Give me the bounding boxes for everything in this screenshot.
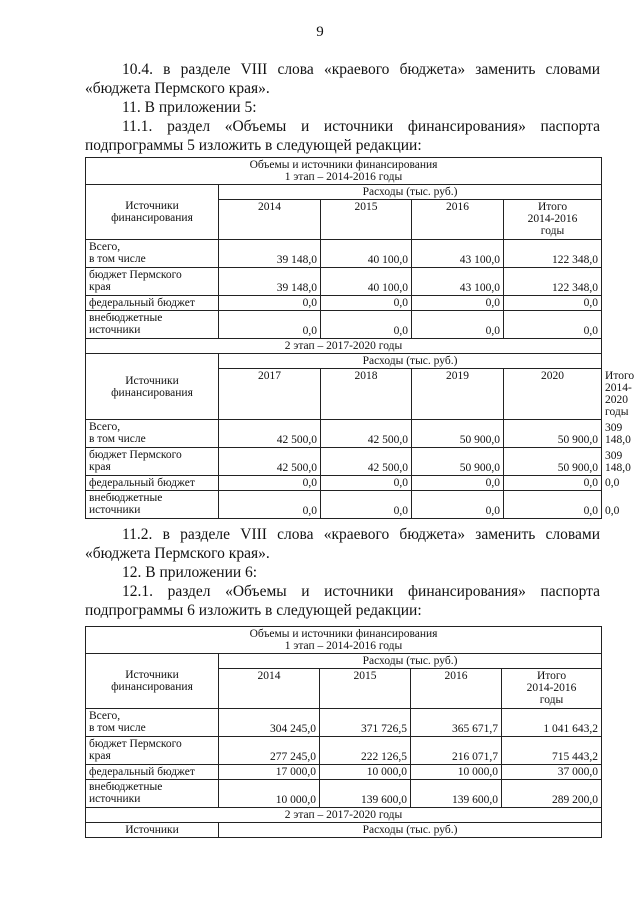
- funding-table-subprogram-5: Объемы и источники финансирования 1 этап – 2014-2016 годы Источники финансирования Расходы (тыс. руб.) 2014 2015 2016 Итого 2014-2016 годы Всего, в том числе 39 148,0 40 100,0 43 100,0 122 348,0 бюджет Пермского края 39 148,0 40 100,0 43 100,0 122 348,0 федеральный бюджет 0,0 0,0 0,0 0,0 внебюджетные источники 0,0 0,0 0,0 0,0 2 этап – 2017-2020 годы Источники финансирования Расходы (тыс. руб.) 2017 2018 2019 2020 Итого 2014-2020 годы Всего, в том числе 42 500,0 42 500,0 50 900,0 50 900,0 309 148,0 бюджет Пермского края 42 500,0 42 500,0 50 900,0 50 900,0 309 148,0 федеральный бюджет 0,0 0,0 0,0 0,0 0,0 внебюджетные источники 0,0 0,0 0,0 0,0 0,0: [85, 157, 602, 519]
- expenses-header: Расходы (тыс. руб.): [219, 823, 602, 838]
- row-label-line: в том числе: [89, 433, 146, 445]
- table-row: [86, 268, 602, 296]
- table-row: [86, 765, 602, 780]
- total-label: годы: [539, 694, 564, 706]
- value-cell: 17 000,0: [219, 765, 320, 780]
- row-label-line: Всего,: [89, 241, 121, 253]
- value-cell: 42 500,0: [321, 420, 412, 448]
- value-cell: 0,0: [321, 296, 412, 311]
- paragraph-11: 11. В приложении 5:: [122, 99, 257, 116]
- value-cell: 122 348,0: [504, 268, 602, 296]
- value-cell: 37 000,0: [502, 765, 602, 780]
- paragraph-12-1-line1: 12.1. раздел «Объемы и источники финансирования» паспорта: [122, 583, 600, 600]
- value-cell: 0,0: [219, 491, 321, 519]
- value-cell: 43 100,0: [412, 268, 504, 296]
- row-label-line: в том числе: [89, 722, 146, 734]
- row-label-line: бюджет Пермского: [89, 269, 182, 281]
- value-cell: 139 600,0: [411, 780, 502, 808]
- row-label-line: бюджет Пермского: [89, 449, 182, 461]
- row-label-line: внебюджетные: [89, 781, 163, 793]
- value-cell: 0,0: [219, 296, 321, 311]
- sources-header-line2: финансирования: [111, 681, 193, 693]
- total-label: Итого: [536, 670, 567, 682]
- sources-header-line2: финансирования: [111, 386, 193, 399]
- row-label: [86, 737, 219, 765]
- stage2-label: 2 этап – 2017-2020 годы: [86, 339, 602, 354]
- row-label-line: источники: [89, 324, 141, 336]
- row-label-line: Всего,: [89, 421, 121, 433]
- value-cell: 39 148,0: [219, 268, 321, 296]
- value-cell: 304 245,0: [219, 709, 320, 737]
- value-cell: 371 726,5: [320, 709, 411, 737]
- year-header: 2016: [412, 200, 504, 240]
- value-cell: 0,0: [504, 476, 602, 491]
- row-label: [86, 268, 219, 296]
- total-year-header: [502, 669, 602, 709]
- paragraph-12-1-line2: подпрограммы 6 изложить в следующей редакции:: [85, 602, 422, 619]
- paragraph-11-1-line2: подпрограммы 5 изложить в следующей редакции:: [85, 137, 422, 154]
- value-cell: 222 126,5: [320, 737, 411, 765]
- year-header: 2014: [219, 669, 320, 709]
- row-label-line: источники: [89, 504, 141, 516]
- row-label: [86, 448, 219, 476]
- row-label: федеральный бюджет: [86, 765, 219, 780]
- total-label: 2014-2016: [526, 682, 577, 694]
- value-cell: 50 900,0: [504, 420, 602, 448]
- row-label: федеральный бюджет: [86, 296, 219, 311]
- row-label-line: края: [89, 281, 111, 293]
- paragraph-11-2-line2: «бюджета Пермского края».: [85, 545, 270, 562]
- row-label: [86, 311, 219, 339]
- year-header: 2016: [411, 669, 502, 709]
- table-row: Всего, в том числе 42 500,0 42 500,0 50 900,0 50 900,0 309 148,0: [86, 420, 602, 448]
- value-cell: 0,0: [219, 476, 321, 491]
- value-cell: 40 100,0: [321, 240, 412, 268]
- total-label: Итого: [537, 201, 568, 213]
- total-label: 2014-2016: [527, 213, 578, 225]
- sources-header-line1: Источники: [125, 374, 179, 387]
- paragraph-10-4-line2: «бюджета Пермского края».: [85, 80, 270, 97]
- value-cell: 10 000,0: [320, 765, 411, 780]
- year-header: 2020: [504, 369, 602, 420]
- year-header: 2018: [321, 369, 412, 420]
- value-cell: 0,0: [412, 491, 504, 519]
- table-row: федеральный бюджет 0,0 0,0 0,0 0,0 0,0: [86, 476, 602, 491]
- total-year-header: [504, 200, 602, 240]
- value-cell: 216 071,7: [411, 737, 502, 765]
- value-cell: 43 100,0: [412, 240, 504, 268]
- stage1-label: 1 этап – 2014-2016 годы: [284, 640, 403, 652]
- stage1-label: 1 этап – 2014-2016 годы: [284, 171, 403, 183]
- value-cell: 277 245,0: [219, 737, 320, 765]
- row-label-line: в том числе: [89, 253, 146, 265]
- value-cell: 0,0: [219, 311, 321, 339]
- table-row: [86, 709, 602, 737]
- value-cell: 0,0: [412, 296, 504, 311]
- paragraph-12: 12. В приложении 6:: [122, 564, 258, 581]
- row-label: [86, 780, 219, 808]
- total-label: годы: [540, 225, 565, 237]
- table-row: [86, 780, 602, 808]
- table-row: [86, 240, 602, 268]
- expenses-header: Расходы (тыс. руб.): [219, 354, 602, 369]
- value-cell: 715 443,2: [502, 737, 602, 765]
- table-row: [86, 296, 602, 311]
- value-cell: 139 600,0: [320, 780, 411, 808]
- row-label-line: края: [89, 461, 111, 473]
- value-cell: 10 000,0: [411, 765, 502, 780]
- value-cell: 50 900,0: [504, 448, 602, 476]
- year-header: 2017: [219, 369, 321, 420]
- table-row: [86, 311, 602, 339]
- value-cell: 40 100,0: [321, 268, 412, 296]
- value-cell: 289 200,0: [502, 780, 602, 808]
- value-cell: 0,0: [412, 311, 504, 339]
- table-row: внебюджетные источники 0,0 0,0 0,0 0,0 0,0: [86, 491, 602, 519]
- sources-header: [86, 185, 219, 240]
- value-cell: 0,0: [412, 476, 504, 491]
- table-row: бюджет Пермского края 42 500,0 42 500,0 50 900,0 50 900,0 309 148,0: [86, 448, 602, 476]
- value-cell: 0,0: [321, 476, 412, 491]
- row-label-line: края: [89, 750, 111, 762]
- year-header: 2015: [320, 669, 411, 709]
- value-cell: 122 348,0: [504, 240, 602, 268]
- sources-header: [86, 354, 219, 420]
- sources-header-line1: Источники: [125, 200, 179, 212]
- value-cell: 0,0: [321, 491, 412, 519]
- stage2-label: 2 этап – 2017-2020 годы: [86, 808, 602, 823]
- value-cell: 42 500,0: [321, 448, 412, 476]
- year-header: 2015: [321, 200, 412, 240]
- value-cell: 365 671,7: [411, 709, 502, 737]
- paragraph-11-2-line1: 11.2. в разделе VIII слова «краевого бюджета» заменить словами: [122, 526, 600, 543]
- table-title-cell: [86, 627, 602, 654]
- row-label: [86, 491, 219, 519]
- value-cell: 42 500,0: [219, 420, 321, 448]
- row-label-line: внебюджетные: [89, 312, 163, 324]
- table-title-cell: [86, 158, 602, 185]
- row-label: [86, 709, 219, 737]
- value-cell: 10 000,0: [219, 780, 320, 808]
- value-cell: 0,0: [504, 491, 602, 519]
- value-cell: 39 148,0: [219, 240, 321, 268]
- value-cell: 50 900,0: [412, 420, 504, 448]
- row-label: [86, 240, 219, 268]
- table-title: Объемы и источники финансирования: [249, 628, 438, 640]
- row-label-line: бюджет Пермского: [89, 738, 182, 750]
- table-title: Объемы и источники финансирования: [249, 159, 438, 171]
- value-cell: 50 900,0: [412, 448, 504, 476]
- expenses-header: Расходы (тыс. руб.): [219, 654, 602, 669]
- sources-header: Источники: [86, 823, 219, 838]
- sources-header: [86, 654, 219, 709]
- year-header: 2019: [412, 369, 504, 420]
- funding-table-subprogram-6: [85, 626, 602, 838]
- value-cell: 1 041 643,2: [502, 709, 602, 737]
- value-cell: 0,0: [321, 311, 412, 339]
- value-cell: 0,0: [504, 296, 602, 311]
- row-label: [86, 420, 219, 448]
- expenses-header: Расходы (тыс. руб.): [219, 185, 602, 200]
- value-cell: 42 500,0: [219, 448, 321, 476]
- row-label-line: источники: [89, 793, 141, 805]
- table-row: [86, 737, 602, 765]
- paragraph-10-4-line1: 10.4. в разделе VIII слова «краевого бюджета» заменить словами: [122, 61, 600, 78]
- row-label-line: внебюджетные: [89, 492, 163, 504]
- paragraph-11-1-line1: 11.1. раздел «Объемы и источники финансирования» паспорта: [122, 118, 600, 135]
- value-cell: 0,0: [504, 311, 602, 339]
- sources-header-line1: Источники: [125, 669, 179, 681]
- sources-header-line2: финансирования: [111, 212, 193, 224]
- page-number: 9: [316, 24, 324, 40]
- row-label-line: Всего,: [89, 710, 121, 722]
- year-header: 2014: [219, 200, 321, 240]
- row-label: федеральный бюджет: [86, 476, 219, 491]
